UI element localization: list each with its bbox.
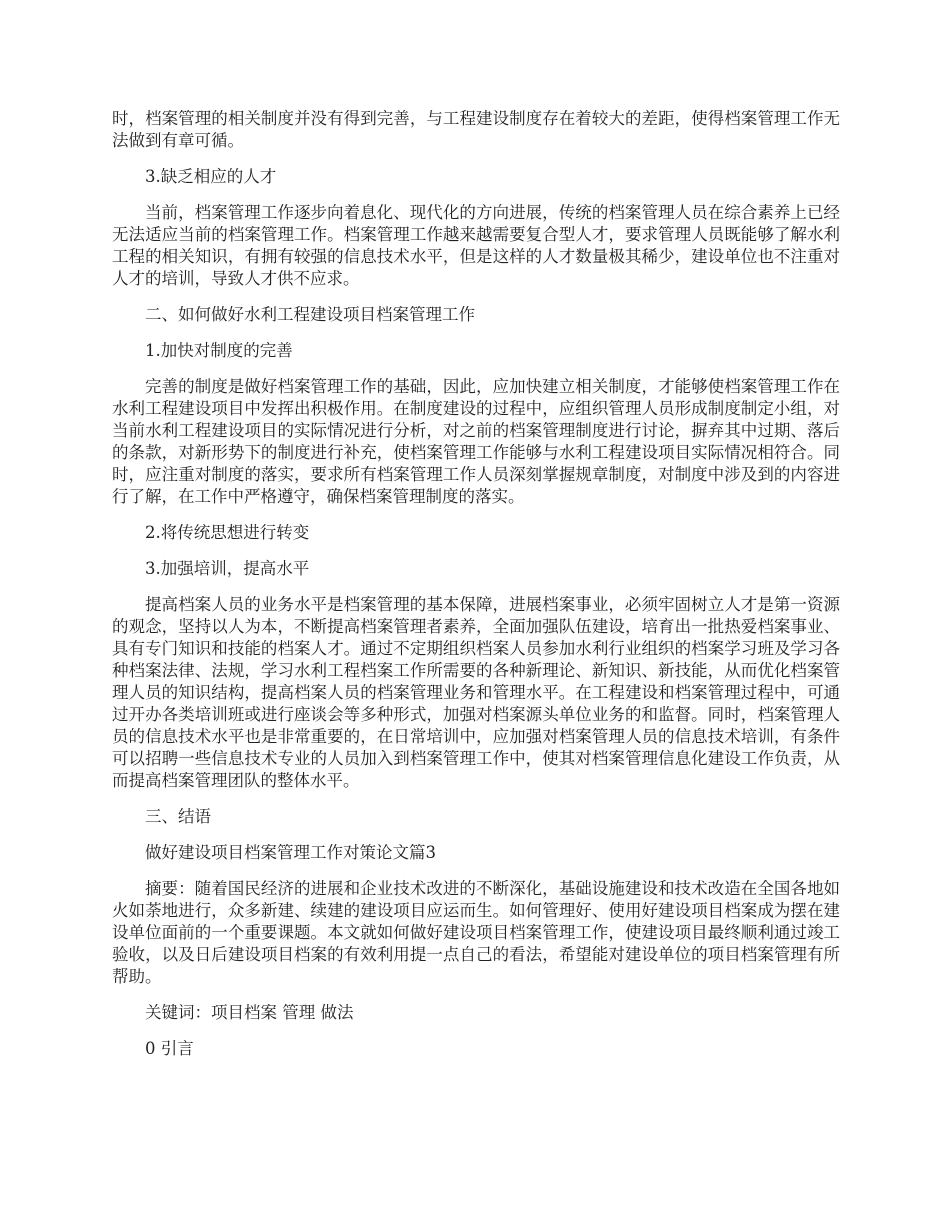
section-heading-lack-of-talent: 3.缺乏相应的人才 xyxy=(145,167,277,186)
section-heading-introduction: 0 引言 xyxy=(145,1039,194,1058)
section-heading-how-to: 二、如何做好水利工程建设项目档案管理工作 xyxy=(145,305,475,324)
document-body xyxy=(112,108,840,1074)
paragraph: 提高档案人员的业务水平是档案管理的基本保障，进展档案事业，必须牢固树立人才是第一资源的观念，坚持以人为本，不断提高档案管理者素养，全面加强队伍建设，培育出一批热爱档案事业、具有专门知识和技能的档案人才。通过不定期组织档案人员参加水利行业组织的档案学习班及学习各种档案法律、法规，学习水利工程档案工作所需要的各种新理论、新知识、新技能，从而优化档案管理人员的知识结构，提高档案人员的档案管理业务和管理水平。在工程建设和档案管理过程中，可通过开办各类培训班或进行座谈会等多种形式，加强对档案源头单位业务的和监督。同时，档案管理人员的信息技术水平也是非常重要的，在日常培训中，应加强对档案管理人员的信息技术培训，有条件可以招聘一些信息技术专业的人员加入到档案管理工作中，使其对档案管理信息化建设工作负责，从而提高档案管理团队的整体水平。 xyxy=(112,595,840,790)
paragraph-continuation: 时，档案管理的相关制度并没有得到完善，与工程建设制度存在着较大的差距，使得档案管理工作无法做到有章可循。 xyxy=(112,109,840,150)
paragraph: 当前，档案管理工作逐步向着息化、现代化的方向进展，传统的档案管理人员在综合素养上已经无法适应当前的档案管理工作。档案管理工作越来越需要复合型人才，要求管理人员既能够了解水利工程的相关知识，有拥有较强的信息技术水平，但是这样的人才数量极其稀少，建设单位也不注重对人才的培训，导致人才供不应求。 xyxy=(112,203,840,288)
paragraph: 完善的制度是做好档案管理工作的基础，因此，应加快建立相关制度，才能够使档案管理工作在水利工程建设项目中发挥出积极作用。在制度建设的过程中，应组织管理人员形成制度制定小组，对当前水利工程建设项目的实际情况进行分析，对之前的档案管理制度进行讨论，摒弃其中过期、落后的条款，对新形势下的制度进行补充，使档案管理工作能够与水利工程建设项目实际情况相符合。同时，应注重对制度的落实，要求所有档案管理工作人员深刻掌握规章制度，对制度中涉及到的内容进行了解，在工作中严格遵守，确保档案管理制度的落实。 xyxy=(112,377,840,506)
abstract-paragraph: 摘要：随着国民经济的进展和企业技术改进的不断深化，基础设施建设和技术改造在全国各地如火如荼地进行，众多新建、续建的建设项目应运而生。如何管理好、使用好建设项目档案成为摆在建设单位面前的一个重要课题。本文就如何做好建设项目档案管理工作，使建设项目最终顺利通过竣工验收，以及日后建设项目档案的有效利用提一点自己的看法，希望能对建设单位的项目档案管理有所帮助。 xyxy=(112,879,840,986)
keywords-line: 关键词：项目档案 管理 做法 xyxy=(145,1003,354,1022)
section-heading-training: 3.加强培训，提高水平 xyxy=(145,559,310,578)
section-heading-improve-system: 1.加快对制度的完善 xyxy=(145,341,293,360)
section-heading-conclusion: 三、结语 xyxy=(145,807,211,826)
section-heading-change-thinking: 2.将传统思想进行转变 xyxy=(145,523,310,542)
article-title: 做好建设项目档案管理工作对策论文篇3 xyxy=(145,843,436,862)
